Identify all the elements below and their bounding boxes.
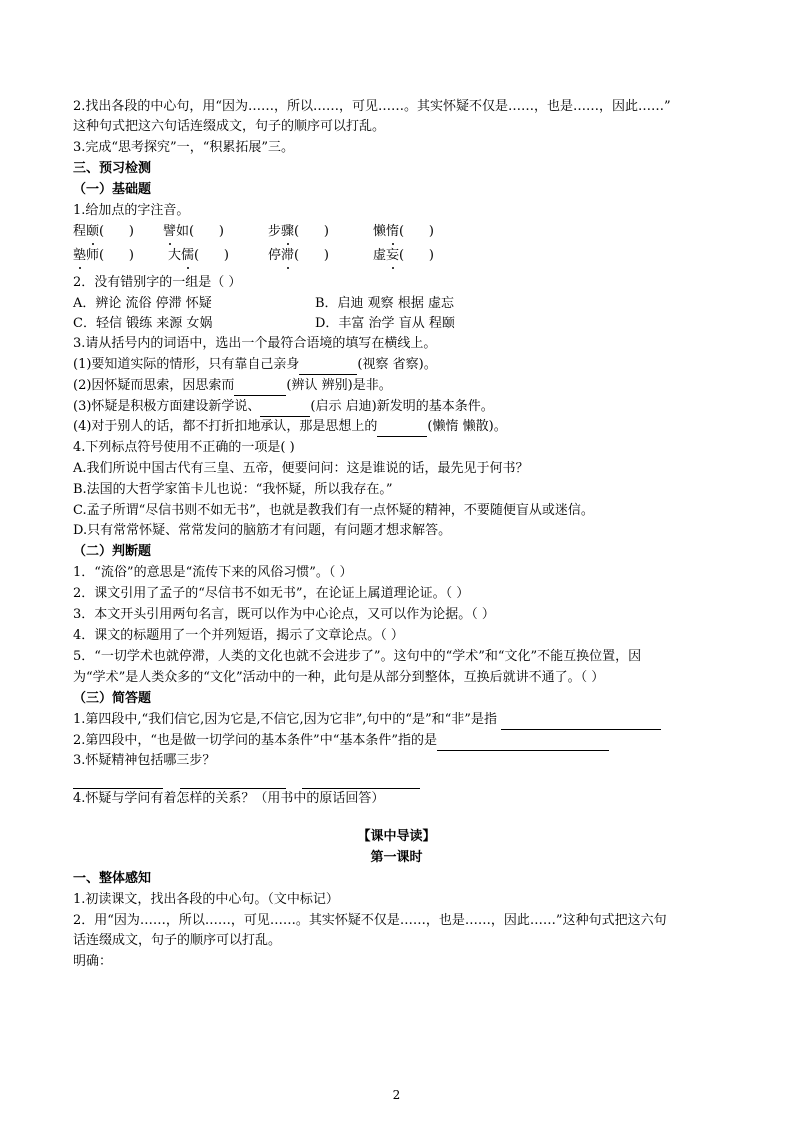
question-2-stem: 2．没有错别字的一组是（ ） xyxy=(73,275,242,290)
option-d: D．丰富 治学 盲从 程颐 xyxy=(315,316,455,331)
guide-subtitle: 第一课时 xyxy=(370,850,423,865)
answer-blank[interactable] xyxy=(302,774,420,789)
option-a: A.我们所说中国古代有三皇、五帝，便要问问：这是谁说的话，最先见于何书？ xyxy=(73,461,529,476)
subsection-title-judge: （二）判断题 xyxy=(73,544,152,559)
short-question-1: 1.第四段中,“我们信它,因为它是,不信它,因为它非”,句中的“是”和“非”是指 xyxy=(73,710,661,730)
judge-item-5-line2: 为“学术”是人类众多的“文化”活动中的一种，此句是从部分到整体，互换后就讲不通了。（ ） xyxy=(73,670,605,685)
judge-item-4: 4．课文的标题用了一个并列短语，揭示了文章论点。（ ） xyxy=(73,628,404,643)
pinyin-item: 停滞( ) xyxy=(268,246,329,266)
instruction-2-line1: 2.找出各段的中心句，用“因为……，所以……，可见……。其实怀疑不仅是……，也是……，因此……” xyxy=(73,99,671,114)
answer-blank[interactable] xyxy=(501,715,661,730)
pinyin-item: 虚妄( ) xyxy=(373,246,434,266)
pinyin-item: 譬如( ) xyxy=(163,222,224,242)
option-b: B.法国的大哲学家笛卡儿也说：“我怀疑，所以我存在。” xyxy=(73,482,393,497)
option-d: D.只有常常怀疑、常常发问的脑筋才有问题，有问题才想求解答。 xyxy=(73,523,452,538)
answer-blank[interactable] xyxy=(260,402,310,417)
option-c: C．轻信 锻练 来源 女娲 xyxy=(73,316,213,331)
judge-item-1: 1．“流俗”的意思是“流传下来的风俗习惯”。（ ） xyxy=(73,565,353,580)
page-number: 2 xyxy=(392,1088,401,1102)
answer-blank[interactable] xyxy=(234,381,286,396)
fill-sentence-2: (2)因怀疑而思索，因思索而 (辨认 辨别)是非。 xyxy=(73,376,392,396)
question-1-stem: 1.给加点的字注音。 xyxy=(73,203,190,218)
answer-blank[interactable] xyxy=(377,422,427,437)
fill-sentence-3: (3)怀疑是积极方面建设新学说、 (启示 启迪)新发明的基本条件。 xyxy=(73,397,494,417)
instruction-3: 3.完成“思考探究”一，“积累拓展”三。 xyxy=(73,140,294,155)
short-question-3: 3.怀疑精神包括哪三步？ xyxy=(73,753,216,768)
short-question-3-blanks xyxy=(73,769,420,789)
pinyin-item: 懒惰( ) xyxy=(373,222,434,242)
instruction-2-line2: 这种句式把这六句话连缀成文，句子的顺序可以打乱。 xyxy=(73,119,386,134)
answer-blank[interactable] xyxy=(180,774,286,789)
guide-item-2-line1: 2．用“因为……，所以……，可见……。其实怀疑不仅是……，也是……，因此……”这种句式把这六句 xyxy=(73,913,667,928)
option-b: B．启迪 观察 根据 虚忘 xyxy=(315,296,454,311)
subsection-title-short: （三）简答题 xyxy=(73,691,152,706)
guide-section-overall: 一、整体感知 xyxy=(73,871,152,886)
judge-item-5-line1: 5．“一切学术也就停滞，人类的文化也就不会进步了”。这句中的“学术”和“文化”不能互换位置，因 xyxy=(73,649,642,664)
question-3-stem: 3.请从括号内的词语中，选出一个最符合语境的填写在横线上。 xyxy=(73,336,437,351)
clarify-label: 明确： xyxy=(73,954,113,969)
answer-blank[interactable] xyxy=(437,736,609,751)
option-a: A．辨论 流俗 停滞 怀疑 xyxy=(73,296,212,311)
short-question-2: 2.第四段中，“也是做一切学问的基本条件”中“基本条件”指的是 xyxy=(73,731,609,751)
option-c: C.孟子所谓“尽信书则不如无书”，也就是教我们有一点怀疑的精神，不要随便盲从或迷信。 xyxy=(73,503,594,518)
pinyin-item: 大儒( ) xyxy=(168,246,229,266)
guide-title: 【课中导读】 xyxy=(357,829,436,844)
fill-sentence-1: (1)要知道实际的情形，只有靠自己亲身 (视察 省察)。 xyxy=(73,355,437,375)
judge-item-2: 2．课文引用了孟子的“尽信书不如无书”，在论证上属道理论证。（ ） xyxy=(73,586,470,601)
pinyin-item: 塾师( ) xyxy=(73,246,134,266)
judge-item-3: 3．本文开头引用两句名言，既可以作为中心论点，又可以作为论据。（ ） xyxy=(73,607,495,622)
fill-sentence-4: (4)对于别人的话，都不打折扣地承认，那是思想上的 (懒惰 懒散)。 xyxy=(73,417,507,437)
pinyin-item: 步骤( ) xyxy=(268,222,329,242)
pinyin-item: 程颐( ) xyxy=(73,222,134,242)
subsection-title-basic: （一）基础题 xyxy=(73,182,152,197)
question-4-stem: 4.下列标点符号使用不正确的一项是( ) xyxy=(73,440,295,455)
section-title-preview-check: 三、预习检测 xyxy=(73,161,152,176)
guide-item-2-line2: 话连缀成文，句子的顺序可以打乱。 xyxy=(73,933,282,948)
short-question-4: 4.怀疑与学问有着怎样的关系？（用书中的原话回答） xyxy=(73,791,385,806)
answer-blank[interactable] xyxy=(299,360,357,375)
answer-blank[interactable] xyxy=(73,774,163,789)
guide-item-1: 1.初读课文，找出各段的中心句。（文中标记） xyxy=(73,892,339,907)
